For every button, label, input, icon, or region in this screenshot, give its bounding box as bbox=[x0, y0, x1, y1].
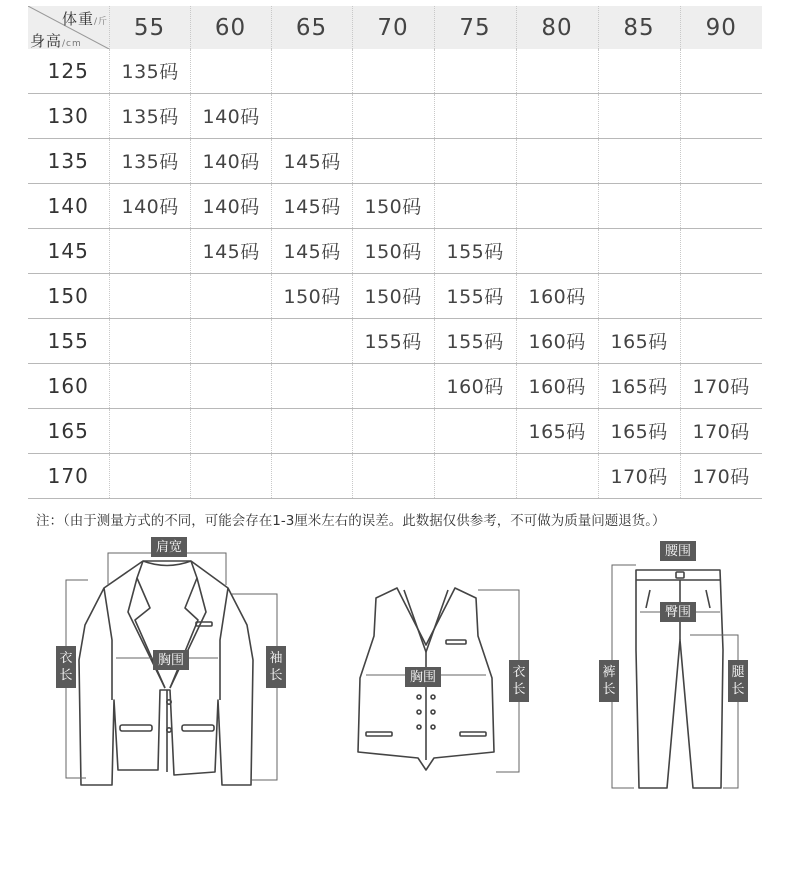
size-cell bbox=[352, 363, 434, 408]
weight-col-header: 70 bbox=[352, 6, 434, 49]
size-cell bbox=[271, 453, 352, 498]
height-row-header: 125 bbox=[28, 49, 109, 93]
size-cell bbox=[190, 273, 271, 318]
size-row bbox=[28, 453, 762, 498]
size-cell: 140码 bbox=[190, 138, 271, 183]
size-cell bbox=[109, 453, 190, 498]
size-cell: 170码 bbox=[598, 453, 680, 498]
table-corner-cell bbox=[28, 6, 109, 49]
size-cell: 145码 bbox=[271, 183, 352, 228]
size-cell: 160码 bbox=[516, 363, 598, 408]
weight-col-header: 75 bbox=[434, 6, 516, 49]
jacket-chest-tag: 胸围 bbox=[153, 650, 189, 670]
jacket-illustration bbox=[79, 561, 253, 785]
size-cell: 145码 bbox=[271, 228, 352, 273]
measurement-illustrations bbox=[0, 530, 790, 830]
height-row-header: 140 bbox=[28, 183, 109, 228]
size-cell bbox=[352, 93, 434, 138]
size-cell bbox=[190, 453, 271, 498]
vest-length-tag: 衣 长 bbox=[509, 660, 529, 702]
size-cell: 135码 bbox=[109, 138, 190, 183]
size-cell: 150码 bbox=[352, 273, 434, 318]
height-row-header: 135 bbox=[28, 138, 109, 183]
weight-col-header: 65 bbox=[271, 6, 352, 49]
size-row bbox=[28, 138, 762, 183]
size-chart-table bbox=[28, 6, 762, 499]
size-cell bbox=[352, 49, 434, 93]
size-cell: 150码 bbox=[352, 228, 434, 273]
waist-tag: 腰围 bbox=[660, 541, 696, 561]
size-cell bbox=[516, 93, 598, 138]
size-cell: 155码 bbox=[434, 228, 516, 273]
size-cell bbox=[190, 318, 271, 363]
size-cell: 140码 bbox=[190, 93, 271, 138]
height-row-header: 165 bbox=[28, 408, 109, 453]
size-cell bbox=[352, 453, 434, 498]
size-cell bbox=[190, 408, 271, 453]
size-cell: 155码 bbox=[434, 318, 516, 363]
size-cell: 135码 bbox=[109, 49, 190, 93]
size-row bbox=[28, 363, 762, 408]
weight-axis-label: 体重/斤 bbox=[62, 10, 109, 28]
size-cell bbox=[434, 93, 516, 138]
size-cell: 150码 bbox=[271, 273, 352, 318]
size-cell: 140码 bbox=[190, 183, 271, 228]
size-row bbox=[28, 93, 762, 138]
size-cell bbox=[680, 318, 762, 363]
size-cell bbox=[352, 408, 434, 453]
size-cell bbox=[516, 453, 598, 498]
size-cell: 165码 bbox=[598, 318, 680, 363]
size-cell bbox=[434, 408, 516, 453]
size-cell bbox=[516, 228, 598, 273]
weight-col-header: 60 bbox=[190, 6, 271, 49]
weight-header-row bbox=[28, 6, 762, 49]
height-row-header: 160 bbox=[28, 363, 109, 408]
size-cell: 170码 bbox=[692, 466, 750, 488]
size-cell bbox=[271, 93, 352, 138]
size-cell bbox=[434, 49, 516, 93]
size-cell bbox=[680, 49, 762, 93]
leg-length-tag: 腿 长 bbox=[728, 660, 748, 702]
size-cell: 135码 bbox=[109, 93, 190, 138]
size-cell: 155码 bbox=[434, 273, 516, 318]
size-cell bbox=[598, 49, 680, 93]
vest-chest-tag: 胸围 bbox=[405, 667, 441, 687]
size-cell: 170码 bbox=[692, 421, 750, 443]
size-cell bbox=[271, 408, 352, 453]
size-cell bbox=[680, 183, 762, 228]
size-cell: 140码 bbox=[109, 183, 190, 228]
size-cell: 160码 bbox=[434, 363, 516, 408]
size-cell bbox=[598, 183, 680, 228]
size-cell bbox=[516, 183, 598, 228]
size-cell: 165码 bbox=[516, 408, 598, 453]
size-row bbox=[28, 49, 762, 93]
size-row bbox=[28, 273, 762, 318]
hip-tag: 臀围 bbox=[660, 602, 696, 622]
weight-col-header: 55 bbox=[109, 6, 190, 49]
size-cell bbox=[109, 363, 190, 408]
height-row-header: 155 bbox=[28, 318, 109, 363]
size-cell: 145码 bbox=[271, 138, 352, 183]
measurement-note: 注：（由于测量方式的不同，可能会存在1-3厘米左右的误差。此数据仅供参考，不可做为质量问题退货。） bbox=[36, 513, 666, 529]
size-cell bbox=[680, 138, 762, 183]
size-cell bbox=[598, 93, 680, 138]
size-cell bbox=[109, 273, 190, 318]
size-cell bbox=[352, 138, 434, 183]
size-cell: 155码 bbox=[352, 318, 434, 363]
weight-col-header: 85 bbox=[598, 6, 680, 49]
sleeve-length-tag: 袖 长 bbox=[266, 646, 286, 688]
size-cell bbox=[516, 138, 598, 183]
size-row bbox=[28, 408, 762, 453]
size-cell bbox=[434, 183, 516, 228]
size-cell bbox=[680, 93, 762, 138]
size-cell bbox=[109, 318, 190, 363]
jacket-length-tag: 衣 长 bbox=[56, 646, 76, 688]
size-cell bbox=[271, 49, 352, 93]
size-cell bbox=[434, 138, 516, 183]
size-row bbox=[28, 318, 762, 363]
pants-length-tag: 裤 长 bbox=[599, 660, 619, 702]
size-row bbox=[28, 228, 762, 273]
size-cell bbox=[680, 273, 762, 318]
height-axis-label: 身高/cm bbox=[30, 32, 82, 50]
size-cell bbox=[109, 408, 190, 453]
size-cell bbox=[109, 228, 190, 273]
size-cell: 150码 bbox=[352, 183, 434, 228]
size-cell: 160码 bbox=[516, 318, 598, 363]
weight-col-header: 90 bbox=[680, 6, 762, 49]
size-row bbox=[28, 183, 762, 228]
height-row-header: 130 bbox=[28, 93, 109, 138]
height-row-header: 150 bbox=[28, 273, 109, 318]
weight-col-header: 80 bbox=[516, 6, 598, 49]
size-cell: 165码 bbox=[598, 363, 680, 408]
size-cell: 160码 bbox=[516, 273, 598, 318]
size-cell: 170码 bbox=[692, 376, 750, 398]
size-cell bbox=[598, 273, 680, 318]
shoulder-width-tag: 肩宽 bbox=[151, 537, 187, 557]
size-cell: 145码 bbox=[190, 228, 271, 273]
size-cell bbox=[190, 49, 271, 93]
size-cell bbox=[516, 49, 598, 93]
height-row-header: 145 bbox=[28, 228, 109, 273]
size-cell bbox=[190, 363, 271, 408]
size-cell bbox=[271, 318, 352, 363]
size-cell bbox=[434, 453, 516, 498]
size-cell bbox=[680, 228, 762, 273]
size-cell bbox=[598, 138, 680, 183]
size-cell bbox=[598, 228, 680, 273]
size-cell: 165码 bbox=[598, 408, 680, 453]
height-row-header: 170 bbox=[28, 453, 109, 498]
size-cell bbox=[271, 363, 352, 408]
